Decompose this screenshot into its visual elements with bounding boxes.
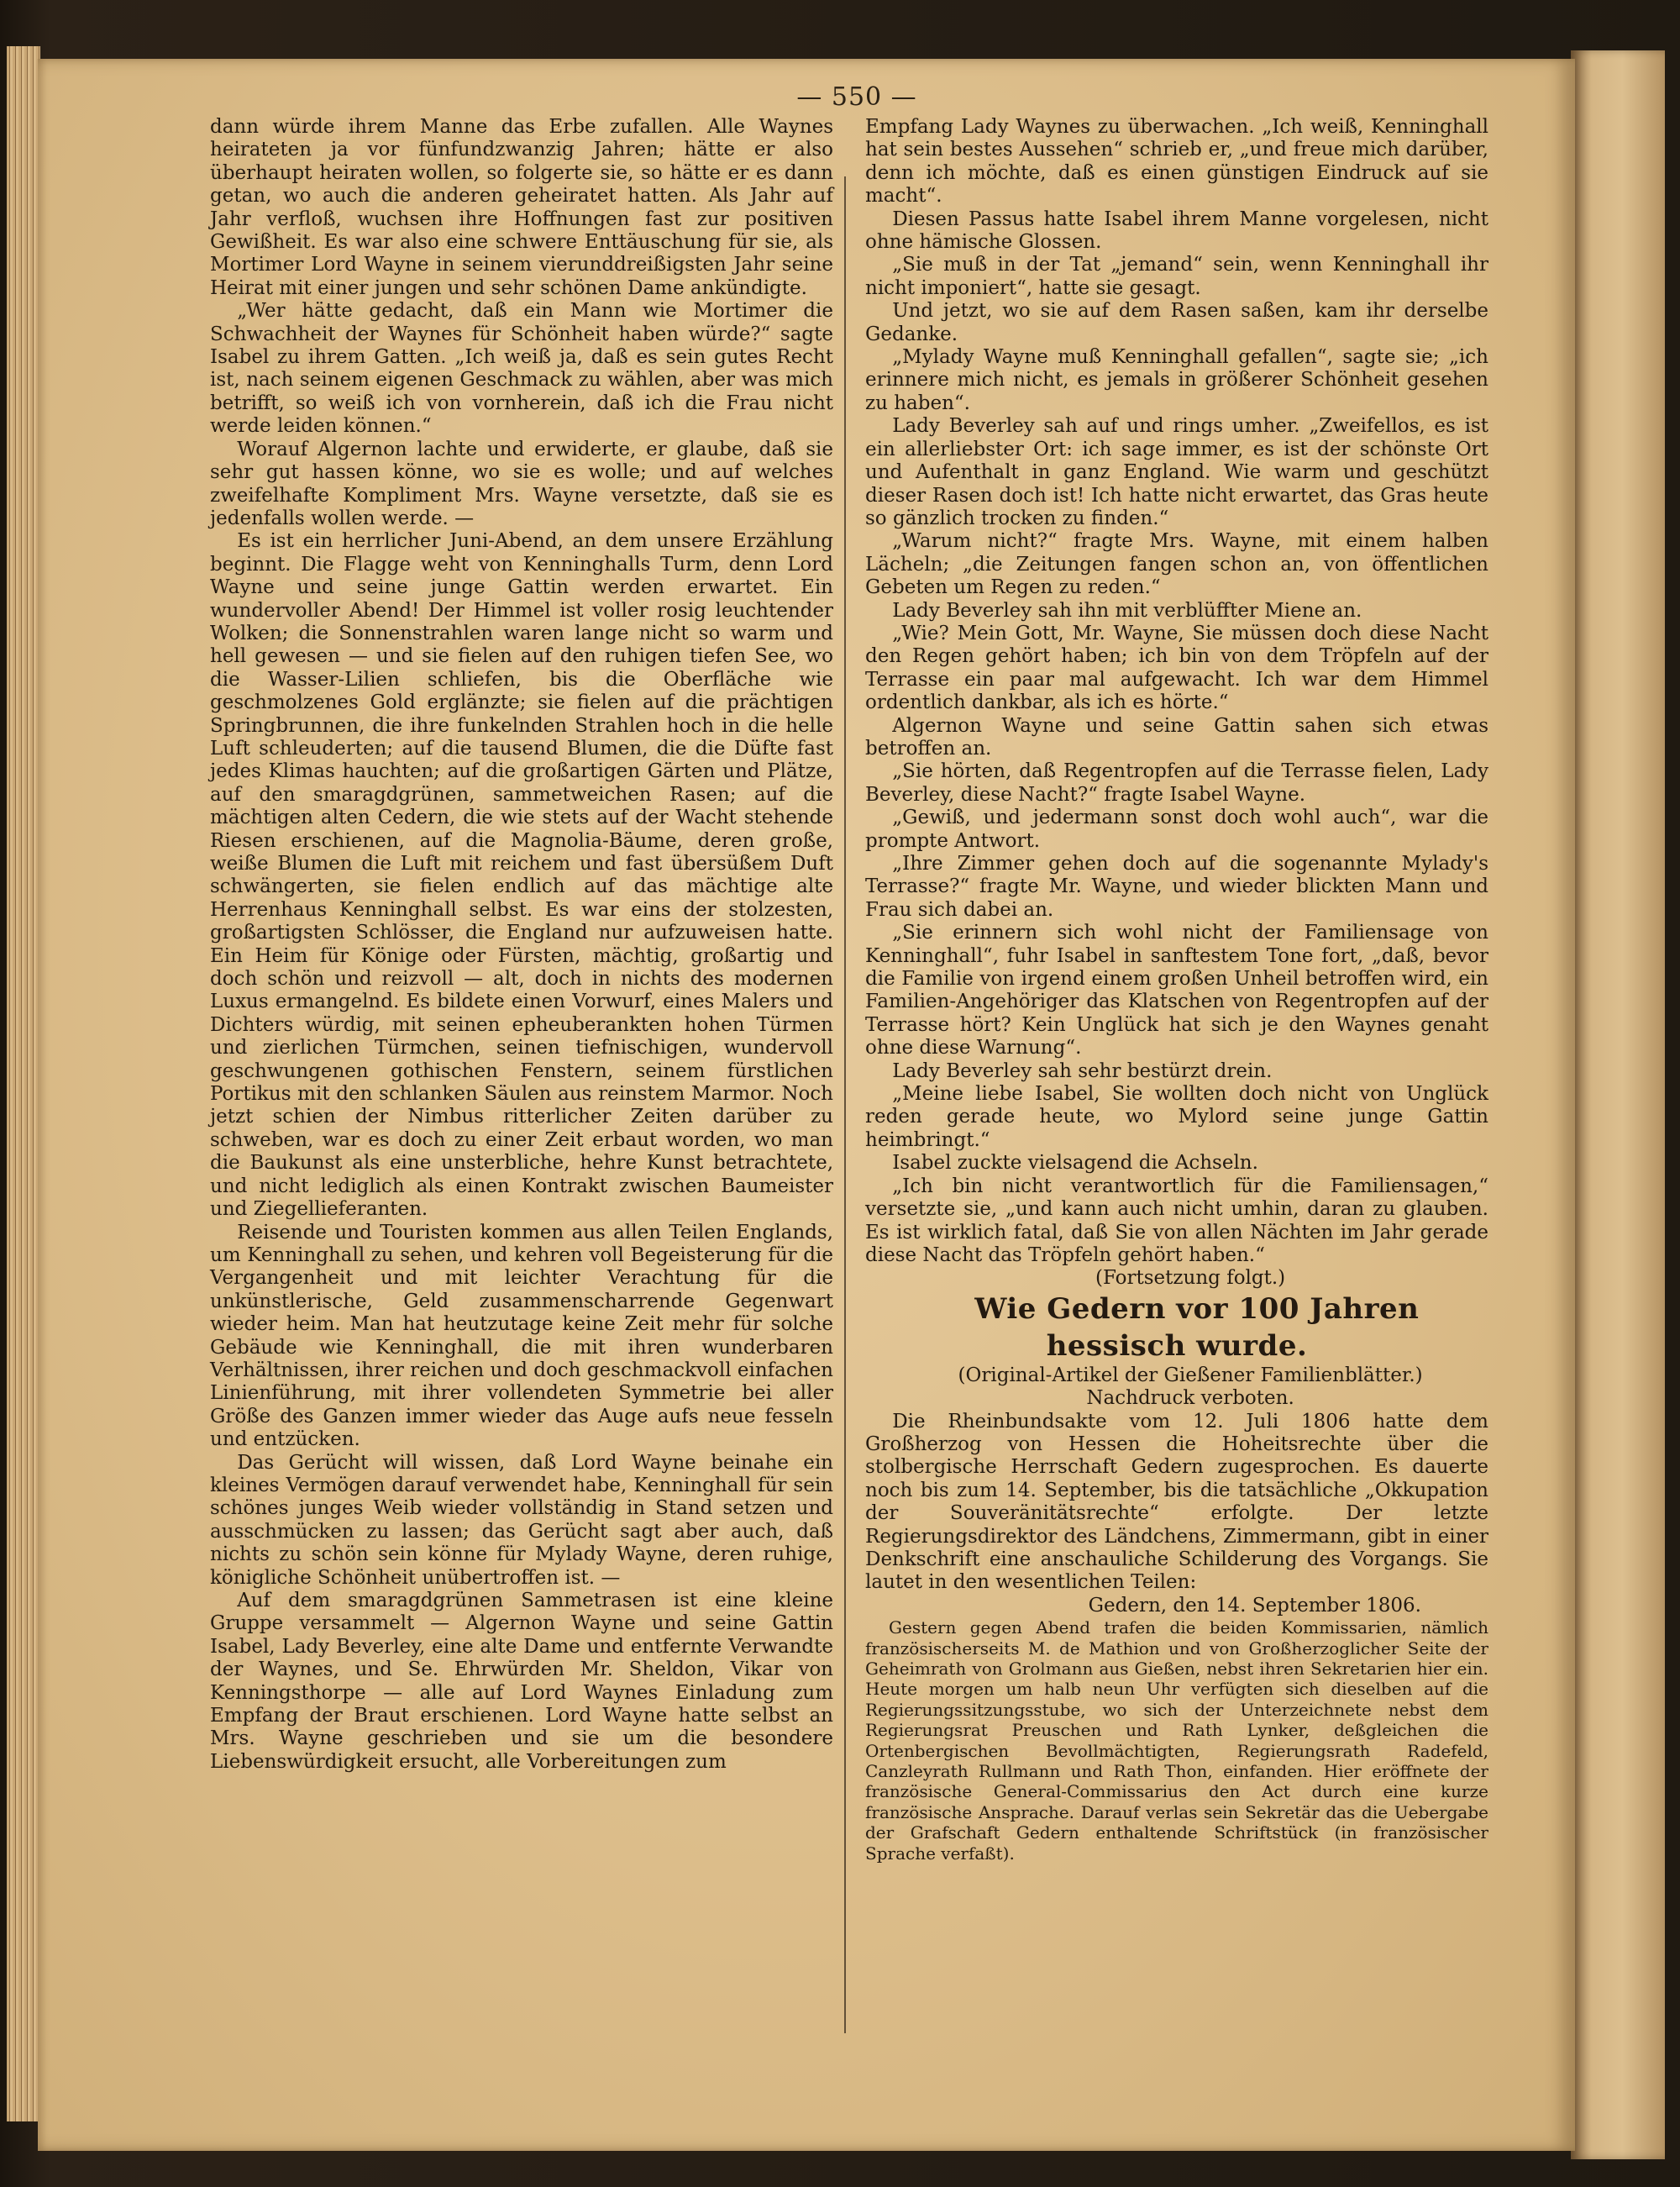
paragraph: „Gewiß, und jedermann sonst doch wohl auch“, war die prompte Antwort. [865,807,1488,852]
page-stack-edge [7,46,40,2121]
facing-page-edge [1571,50,1665,2159]
paragraph: Lady Beverley sah sehr bestürzt drein. [892,1059,1273,1082]
paragraph: „Ihre Zimmer gehen doch auf die sogenannte Mylady's Terrasse?“ fragte Mr. Wayne, und wieder blickten Mann und Frau sich dabei an. [865,853,1488,921]
paragraph: Das Gerücht will wissen, daß Lord Wayne beinahe ein kleines Vermögen darauf verwendet habe, Kenninghall für sein schönes junges Weib wieder vollständig in Stand setzen und ausschmücken zu lassen; das Gerücht sagt aber auch, daß nichts zu schön sein könne für Mylady Wayne, deren ruhige, königliche Schönheit unübertroffen ist. — [210,1451,833,1589]
reprint-note: Nachdruck verboten. [1086,1387,1294,1410]
paragraph: Diesen Passus hatte Isabel ihrem Manne vorgelesen, nicht ohne hämische Glossen. [865,208,1488,254]
paragraph: „Meine liebe Isabel, Sie wollten doch nicht von Unglück reden gerade heute, wo Mylord seine junge Gattin heimbringt.“ [865,1083,1488,1151]
left-column [210,116,833,1774]
paragraph: „Sie erinnern sich wohl nicht der Familiensage von Kenninghall“, fuhr Isabel in sanftestem Tone fort, „daß, bevor die Familie von irgend einem großen Unheil betroffen wird, ein Familien-Angehöriger das Klatschen von Regentropfen auf der Terrasse hört? Kein Unglück hat sich je den Waynes genaht ohne diese Warnung“. [865,922,1488,1059]
paragraph: Isabel zuckte vielsagend die Achseln. [892,1152,1258,1175]
paragraph: Es ist ein herrlicher Juni-Abend, an dem unsere Erzählung beginnt. Die Flagge weht von Kenninghalls Turm, denn Lord Wayne und seine junge Gattin werden erwartet. Ein wundervoller Abend! Der Himmel ist voller rosig leuchtender Wolken; die Sonnenstrahlen waren lange nicht so warm und hell gewesen — und sie fielen auf den ruhigen tiefen See, wo die Wasser-Lilien schliefen, bis die Oberfläche wie geschmolzenes Gold erglänzte; sie fielen auf die prächtigen Springbrunnen, die ihre funkelnden Strahlen hoch in die helle Luft schleuderten; auf die tausend Blumen, die die Düfte fast jedes Klimas hauchten; auf die großartigen Gärten und Plätze, auf den smaragdgrünen, sammetweichen Rasen; auf die mächtigen alten Cedern, die wie stets auf der Wacht stehende Riesen erschienen, auf die Magnolia-Bäume, deren große, weiße Blumen die Luft mit reichem und fast übersüßem Duft schwängerten, sie fielen endlich auf das mächtige alte Herrenhaus Kenninghall selbst. Es war eins der stolzesten, großartigsten Schlösser, die England nur aufzuweisen hatte. Ein Heim für Könige oder Fürsten, mächtig, großartig und doch schön und reizvoll — alt, doch in nichts des modernen Luxus ermangelnd. Es bildete einen Vorwurf, eines Malers und Dichters würdig, mit seinen epheuberankten hohen Türmen und zierlichen Türmchen, seinen tiefnischigen, wundervoll geschwungenen gothischen Fenstern, seinem fürstlichen Portikus mit den schlanken Säulen aus reinstem Marmor. Noch jetzt schien der Nimbus ritterlicher Zeiten darüber zu schweben, war es doch zu einer Zeit erbaut worden, wo man die Baukunst als eine unsterbliche, hehre Kunst betrachtete, und nicht lediglich als einen Kontrakt zwischen Baumeister und Ziegellieferanten. [210,530,833,1221]
paragraph: dann würde ihrem Manne das Erbe zufallen. Alle Waynes heirateten ja vor fünfundzwanzig Jahren; hätte er also überhaupt heiraten wollen, so folgerte sie, so hätte er es dann getan, wo auch die anderen geheiratet hatten. Als Jahr auf Jahr verfloß, wuchsen ihre Hoffnungen fast zur positiven Gewißheit. Es war also eine schwere Enttäuschung für sie, als Mortimer Lord Wayne in seinem vierunddreißigsten Jahr seine Heirat mit einer jungen und sehr schönen Dame ankündigte. [210,116,833,299]
paragraph: „Wer hätte gedacht, daß ein Mann wie Mortimer die Schwachheit der Waynes für Schönheit haben würde?“ sagte Isabel zu ihrem Gatten. „Ich weiß ja, daß es sein gutes Recht ist, nach seinem eigenen Geschmack zu wählen, aber was mich betrifft, so weiß ich von vornherein, daß ich die Frau nicht werde leiden können.“ [210,300,833,438]
right-column [865,116,1488,1864]
page-number: — 550 — [796,82,917,112]
paragraph: Algernon Wayne und seine Gattin sahen sich etwas betroffen an. [865,714,1488,760]
paragraph: „Sie muß in der Tat „jemand“ sein, wenn Kenninghall ihr nicht imponiert“, hatte sie gesagt. [865,254,1488,299]
paragraph: Und jetzt, wo sie auf dem Rasen saßen, kam ihr derselbe Gedanke. [865,300,1488,345]
paragraph: Reisende und Touristen kommen aus allen Teilen Englands, um Kenninghall zu sehen, und kehren voll Begeisterung für die Vergangenheit und mit leichter Verachtung für die unkünstlerische, Geld zusammenscharrende Gegenwart wieder heim. Man hat heutzutage keine Zeit mehr für solche Gebäude wie Kenninghall, die mit ihren wunderbaren Verhältnissen, ihrer reichen und doch geschmackvoll einfachen Linienführung, mit ihrer vollendeten Symmetrie bei aller Größe des Ganzen immer wieder das Auge aufs neue fesseln und entzücken. [210,1221,833,1451]
article-dateline: Gedern, den 14. September 1806. [1088,1594,1421,1617]
paragraph: Lady Beverley sah ihn mit verblüffter Miene an. [892,599,1362,622]
article-source: (Original-Artikel der Gießener Familienblätter.) [958,1364,1423,1386]
paragraph: „Ich bin nicht verantwortlich für die Familiensagen,“ versetzte sie, „und kann auch nicht umhin, daran zu glauben. Es ist wirklich fatal, daß Sie von allen Nächten im Jahr gerade diese Nacht das Tröpfeln gehört haben.“ [865,1175,1488,1266]
column-divider [844,176,846,2033]
paragraph: „Mylady Wayne muß Kenninghall gefallen“, sagte sie; „ich erinnere mich nicht, es jemals in größerer Schönheit gesehen zu haben“. [865,346,1488,414]
continued-note: (Fortsetzung folgt.) [1095,1267,1286,1290]
paragraph: Auf dem smaragdgrünen Sammetrasen ist eine kleine Gruppe versammelt — Algernon Wayne und seine Gattin Isabel, Lady Beverley, eine alte Dame und entfernte Verwandte der Waynes, und Se. Ehrwürden Mr. Sheldon, Vikar von Kenningsthorpe — alle auf Lord Waynes Einladung zum Empfang der Braut erschienen. Lord Wayne hatte selbst an Mrs. Wayne geschrieben und sie um die besondere Liebenswürdigkeit ersucht, alle Vorbereitungen zum [210,1590,833,1773]
paragraph: Empfang Lady Waynes zu überwachen. „Ich weiß, Kenninghall hat sein bestes Aussehen“ schrieb er, „und freue mich darüber, denn ich möchte, daß es einen günstigen Eindruck auf sie macht“. [865,116,1488,208]
paragraph: „Sie hörten, daß Regentropfen auf die Terrasse fielen, Lady Beverley, diese Nacht?“ fragte Isabel Wayne. [865,760,1488,806]
article-quote [865,1617,1488,1864]
article-title: Wie Gedern vor 100 Jahren hessisch wurde. [974,1291,1420,1363]
paragraph: Worauf Algernon lachte und erwiderte, er glaube, daß sie sehr gut hassen könne, wo sie es wolle; und auf welches zweifelhafte Kompliment Mrs. Wayne versetzte, daß sie es jedenfalls wollen werde. — [210,438,833,529]
article-intro: Die Rheinbundsakte vom 12. Juli 1806 hatte dem Großherzog von Hessen die Hoheitsrechte über die stolbergische Herrschaft Gedern zugesprochen. Es dauerte noch bis zum 14. September, bis die tatsächliche „Okkupation der Souveränitätsrechte“ erfolgte. Der letzte Regierungsdirektor des Ländchens, Zimmermann, gibt in einer Denkschrift eine anschauliche Schilderung des Vorgangs. Sie lautet in den wesentlichen Teilen: [865,1410,1488,1594]
paragraph: Lady Beverley sah auf und rings umher. „Zweifellos, es ist ein allerliebster Ort: ich sage immer, es ist der schönste Ort und Aufenthalt in ganz England. Wie warm und geschützt dieser Rasen doch ist! Ich hatte nicht erwartet, das Gras heute so gänzlich trocken zu finden.“ [865,415,1488,529]
paragraph: „Warum nicht?“ fragte Mrs. Wayne, mit einem halben Lächeln; „die Zeitungen fangen schon an, von öffentlichen Gebeten um Regen zu reden.“ [865,530,1488,599]
quote-paragraph: Gestern gegen Abend trafen die beiden Kommissarien, nämlich französischerseits M. de Mathion und von Großherzoglicher Seite der Geheimrath von Grolmann aus Gießen, nebst ihren Sekretarien hier ein. Heute morgen um halb neun Uhr verfügten sich dieselben auf die Regierungssitzungsstube, wo sich der Unterzeichnete nebst dem Regierungsrat Preuschen und Rath Lynker, deßgleichen die Ortenbergischen Bevollmächtigten, Regierungsrath Radefeld, Canzleyrath Rullmann und Rath Thon, einfanden. Hier eröffnete der französische General-Commissarius den Act durch eine kurze französische Ansprache. Darauf verlas sein Sekretär das die Uebergabe der Grafschaft Gedern enthaltende Schriftstück (in französischer Sprache verfaßt). [865,1617,1488,1864]
paragraph: „Wie? Mein Gott, Mr. Wayne, Sie müssen doch diese Nacht den Regen gehört haben; ich bin von dem Tröpfeln auf der Terrasse ein paar mal aufgewacht. Ich war dem Himmel ordentlich dankbar, als ich es hörte.“ [865,622,1488,714]
